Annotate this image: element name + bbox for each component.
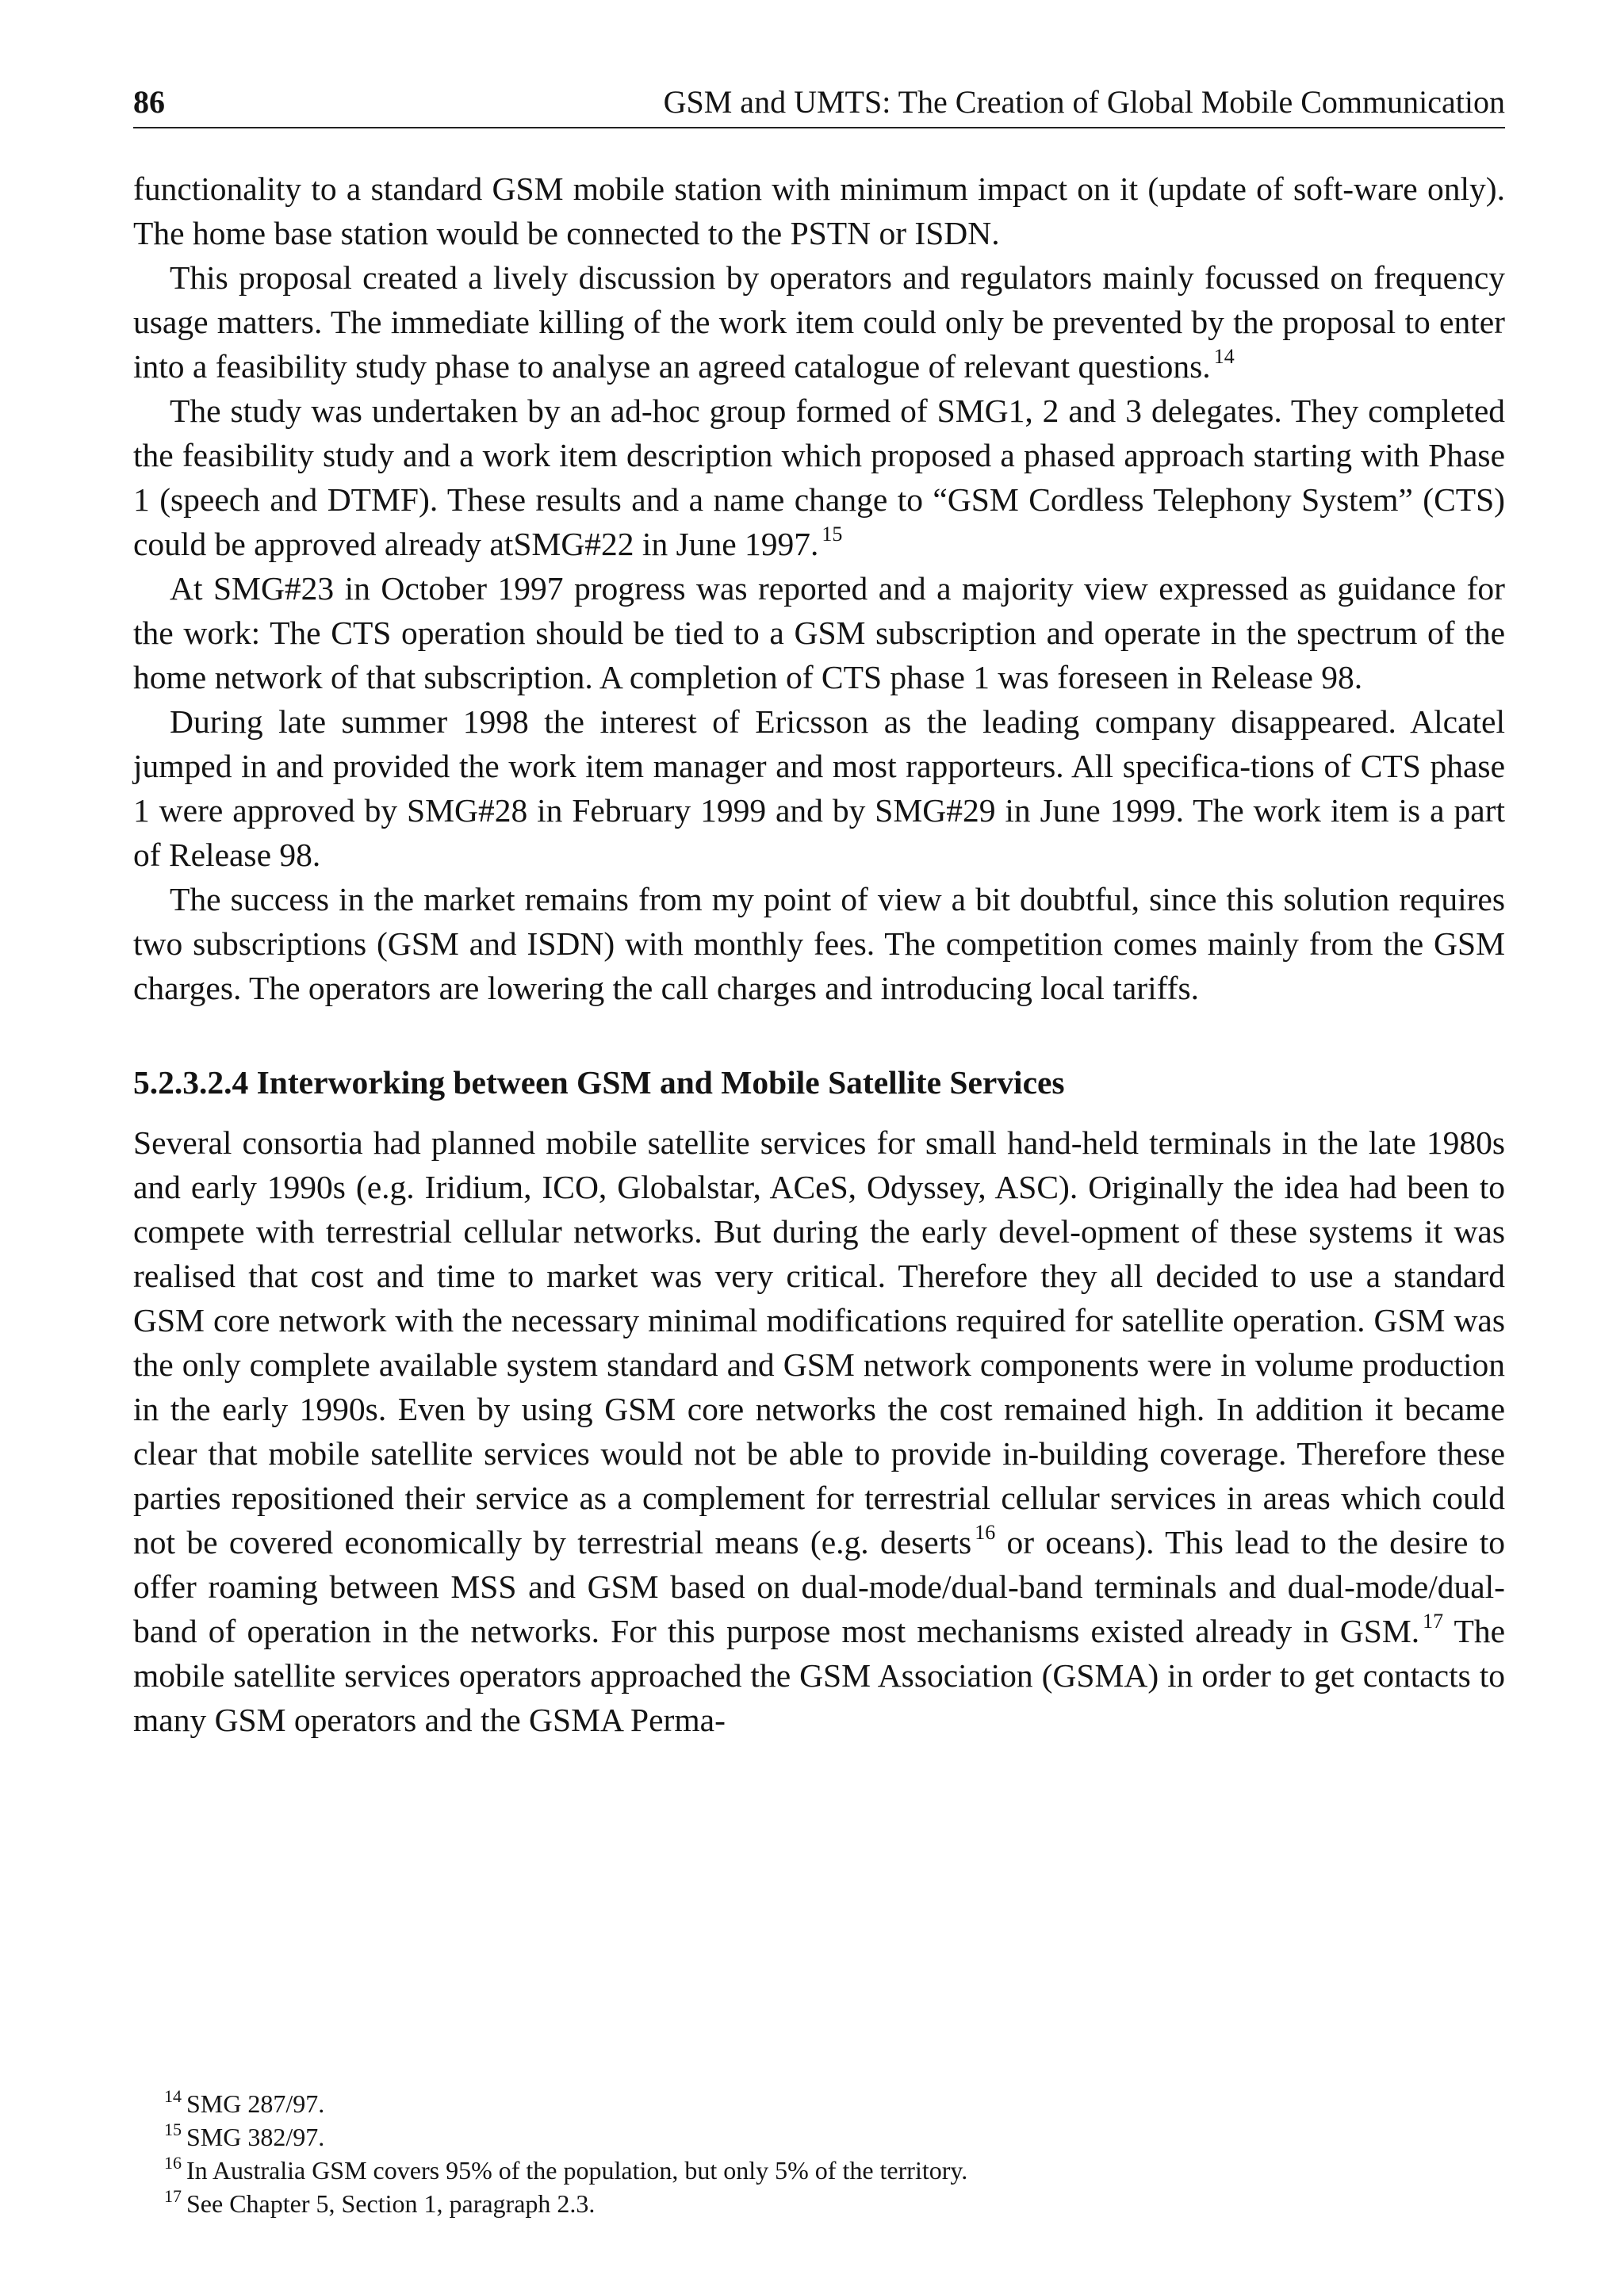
paragraph: This proposal created a lively discussion by operators and regulators mainly focussed on frequency usage matters. The immediate killing of the work item could only be prevented by the proposal to enter into a feasibility study phase to analyse an agreed catalogue of relevant questions. $^{14}$	[133, 259, 1505, 385]
body-text	[133, 167, 1505, 1742]
paragraph: During late summer 1998 the interest of Ericsson as the leading company disappeared. Alcatel jumped in and provided the work item manager and most rapporteurs. All specifica-tions of CTS phase 1 were approved by SMG#28 in February 1999 and by SMG#29 in June 1999. The work item is a part of Release 98.	[133, 703, 1505, 873]
section-heading: 5.2.3.2.4 Interworking between GSM and Mobile Satellite Services	[133, 1064, 1065, 1101]
page	[133, 82, 1505, 1742]
footnote-ref: 15	[822, 523, 843, 546]
paragraph: functionality to a standard GSM mobile station with minimum impact on it (update of soft-ware only). The home base station would be connected to the PSTN or ISDN.	[133, 170, 1505, 251]
footnote-ref: 16	[975, 1521, 996, 1544]
paragraph: The study was undertaken by an ad-hoc group formed of SMG1, 2 and 3 delegates. They completed the feasibility study and a work item description which proposed a phased approach starting with Phase 1 (speech and DTMF). These results and a name change to “GSM Cordless Telephony System” (CTS) could be approved already atSMG#22 in June 1997. $^{15}$	[133, 393, 1505, 562]
paragraph: At SMG#23 in October 1997 progress was reported and a majority view expressed as guidance for the work: The CTS operation should be tied to a GSM subscription and operate in the spectrum of the home network of that subscription. A completion of CTS phase 1 was foreseen in Release 98.	[133, 570, 1505, 695]
running-head	[133, 82, 1505, 128]
section-paragraph: Several consortia had planned mobile satellite services for small hand-held terminals in the late 1980s and early 1990s (e.g. Iridium, ICO, Globalstar, ACeS, Odyssey, ASC). Originally the idea had been to compete with terrestrial cellular networks. But during the early devel-opment of these systems it was realised that cost and time to market was very critical. Therefore they all decided to use a standard GSM core network with the necessary minimal modifications required for satellite operation. GSM was the only complete available system standard and GSM network components were in volume production in the early 1990s. Even by using GSM core networks the cost remained high. In addition it became clear that mobile satellite services would not be able to provide in-building coverage. Therefore these parties repositioned their service as a complement for terrestrial cellular services in areas which could not be covered economically by terrestrial means (e.g. deserts $^{16}$ or oceans). This lead to the desire to offer roaming between MSS and GSM based on dual-mode/dual-band terminals and dual-mode/dual-band of operation in the networks. For this purpose most mechanisms existed already in GSM. $^{17}$ The mobile satellite services operators approached the GSM Association (GSMA) in order to get contacts to many GSM operators and the GSMA Perma-	[133, 1124, 1505, 1738]
page-number: 86	[133, 84, 165, 120]
paragraph: The success in the market remains from my point of view a bit doubtful, since this solution requires two subscriptions (GSM and ISDN) with monthly fees. The competition comes mainly from the GSM charges. The operators are lowering the call charges and introducing local tariffs.	[133, 881, 1505, 1006]
footnote-ref: 14	[1213, 345, 1235, 368]
running-title: GSM and UMTS: The Creation of Global Mobile Communication	[663, 84, 1505, 120]
footnote: $^{15}$ SMG 382/97.	[164, 2120, 325, 2151]
footnotes	[164, 2087, 967, 2220]
footnote: $^{16}$ In Australia GSM covers 95% of the population, but only 5% of the territory.	[164, 2153, 968, 2185]
footnote: $^{17}$ See Chapter 5, Section 1, paragraph 2.3.	[164, 2186, 596, 2218]
footnote: $^{14}$ SMG 287/97.	[164, 2086, 325, 2118]
footnote-ref: 17	[1423, 1610, 1444, 1633]
